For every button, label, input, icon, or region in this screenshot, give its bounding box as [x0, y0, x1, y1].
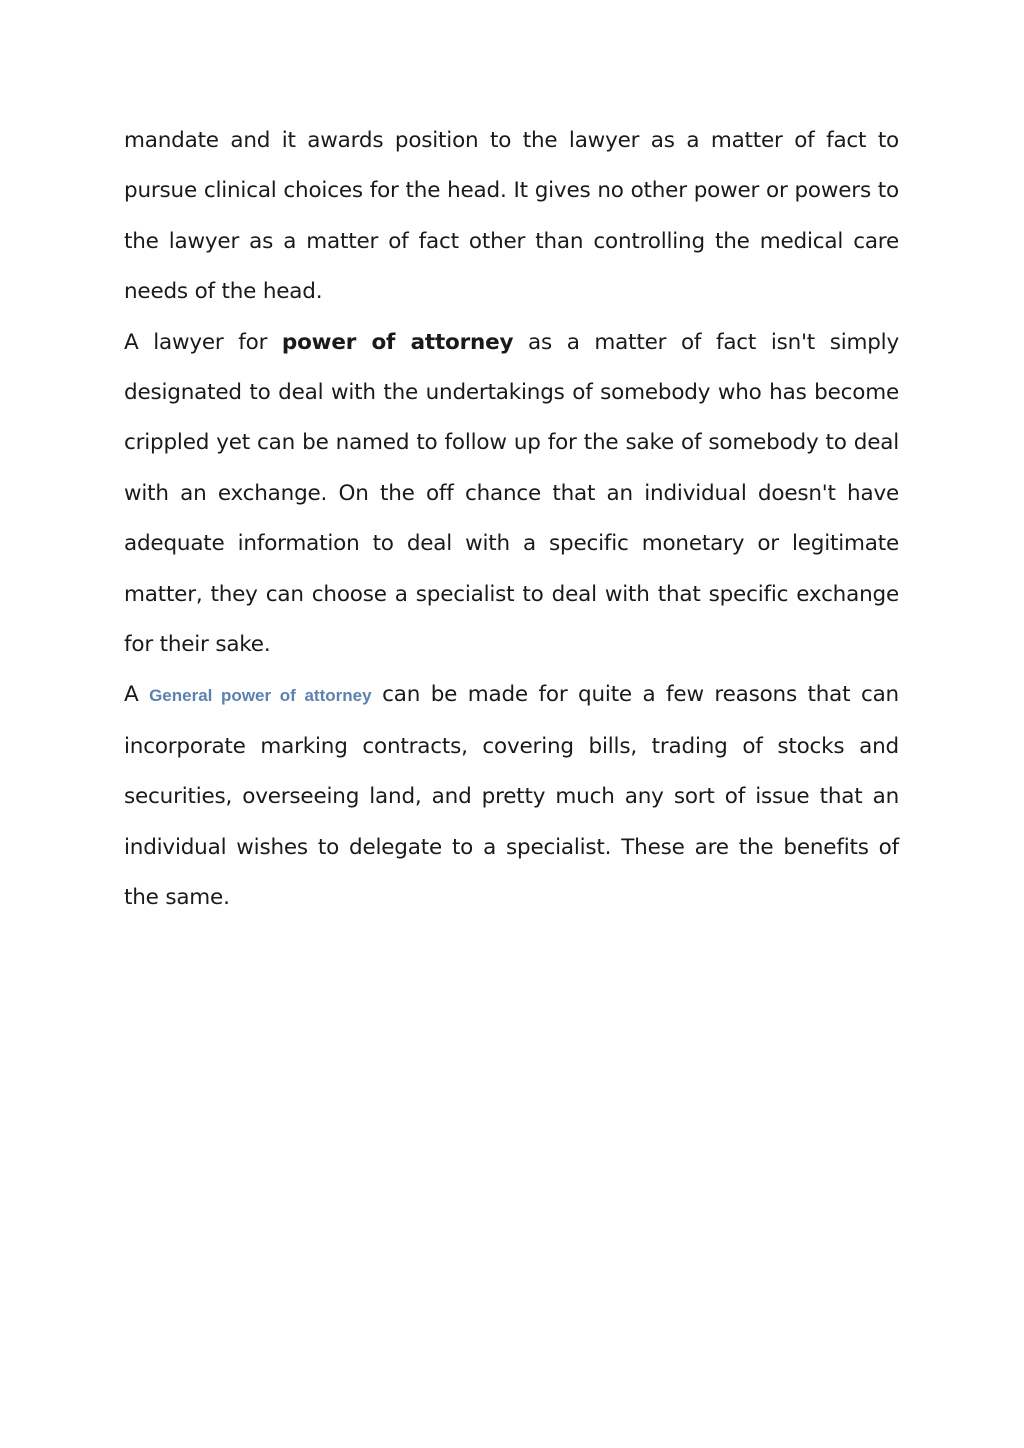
- paragraph-text-before: A: [124, 682, 150, 708]
- paragraph-text: mandate and it awards position to the lawyer as a matter of fact to pursue clinical choices for the head. It gives no other power or powers to the lawyer as a matter of fact other than controlling the medical care needs of the head.: [124, 128, 899, 305]
- document-page: [124, 116, 899, 924]
- paragraph-text-after: as a matter of fact isn't simply designated to deal with the undertakings of somebody who has become crippled yet can be named to follow up for the sake of somebody to deal with an exchange. On the off chance that an individual doesn't have adequate information to deal with a specific monetary or legitimate matter, they can choose a specialist to deal with that specific exchange for their sake.: [124, 329, 899, 658]
- general-power-of-attorney-link[interactable]: General power of attorney: [149, 686, 372, 706]
- paragraph-general-power: [124, 670, 899, 923]
- paragraph-lawyer-designation: [124, 318, 899, 671]
- paragraph-text-before: A lawyer for: [124, 329, 282, 355]
- paragraph-medical-mandate: [124, 116, 899, 318]
- bold-term-power-of-attorney: power of attorney: [281, 329, 514, 355]
- paragraph-text-after: can be made for quite a few reasons that can incorporate marking contracts, covering bills, trading of stocks and securities, overseeing land, and pretty much any sort of issue that an individual wishes to delegate to a specialist. These are the benefits of the same.: [124, 682, 899, 911]
